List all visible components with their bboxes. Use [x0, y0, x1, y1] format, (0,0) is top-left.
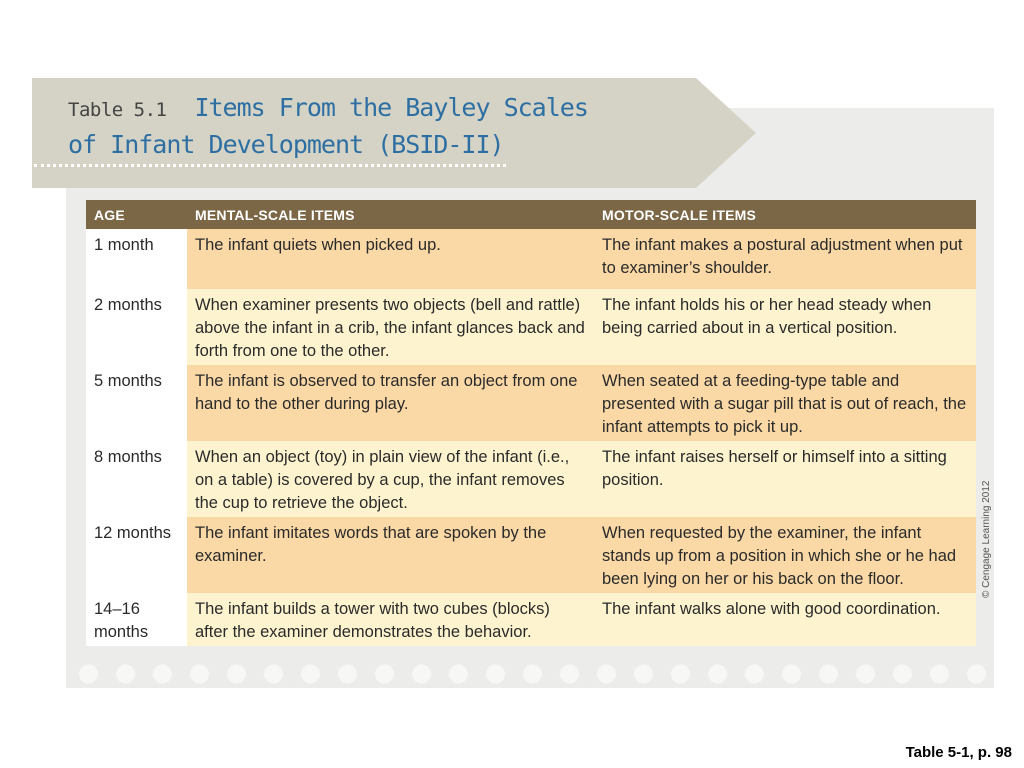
age-cell: 14–16 months — [86, 593, 187, 646]
table-row — [86, 517, 976, 593]
table-title-line-1: Items From the Bayley Scales — [194, 93, 588, 122]
table-number: Table 5.1 — [68, 99, 167, 121]
title-line-1 — [68, 93, 588, 122]
motor-item-cell: When requested by the examiner, the infant stands up from a position in which she or he had been lying on her or his back on the floor. — [594, 517, 976, 593]
age-cell: 8 months — [86, 441, 187, 517]
age-cell: 1 month — [86, 229, 187, 289]
motor-item-cell: The infant walks alone with good coordination. — [594, 593, 976, 646]
motor-item-cell: The infant raises herself or himself into a sitting position. — [594, 441, 976, 517]
dotted-divider — [34, 164, 506, 167]
age-cell: 12 months — [86, 517, 187, 593]
mental-item-cell: When an object (toy) in plain view of the infant (i.e., on a table) is covered by a cup, the infant removes the cup to retrieve the object. — [187, 441, 594, 517]
age-cell: 2 months — [86, 289, 187, 365]
mental-item-cell: The infant imitates words that are spoken by the examiner. — [187, 517, 594, 593]
column-header-mental: MENTAL-SCALE ITEMS — [187, 200, 594, 229]
motor-item-cell: The infant holds his or her head steady when being carried about in a vertical position. — [594, 289, 976, 365]
table-row — [86, 289, 976, 365]
copyright-notice: © Cengage Learning 2012 — [981, 480, 992, 598]
mental-item-cell: The infant builds a tower with two cubes (blocks) after the examiner demonstrates the behavior. — [187, 593, 594, 646]
table-row — [86, 441, 976, 517]
column-header-motor: MOTOR-SCALE ITEMS — [594, 200, 976, 229]
table-row — [86, 365, 976, 441]
decorative-dot-strip — [66, 660, 994, 688]
bayley-items-table — [86, 200, 976, 646]
table-row — [86, 229, 976, 289]
table-header-row — [86, 200, 976, 229]
mental-item-cell: The infant quiets when picked up. — [187, 229, 594, 289]
table-row — [86, 593, 976, 646]
slide-caption: Table 5-1, p. 98 — [905, 744, 1012, 761]
motor-item-cell: When seated at a feeding-type table and presented with a sugar pill that is out of reach, the infant attempts to pick it up. — [594, 365, 976, 441]
age-cell: 5 months — [86, 365, 187, 441]
column-header-age: AGE — [86, 200, 187, 229]
motor-item-cell: The infant makes a postural adjustment when put to examiner’s shoulder. — [594, 229, 976, 289]
table-title-line-2: of Infant Development (BSID-II) — [68, 130, 504, 159]
mental-item-cell: The infant is observed to transfer an object from one hand to the other during play. — [187, 365, 594, 441]
mental-item-cell: When examiner presents two objects (bell and rattle) above the infant in a crib, the infant glances back and forth from one to the other. — [187, 289, 594, 365]
